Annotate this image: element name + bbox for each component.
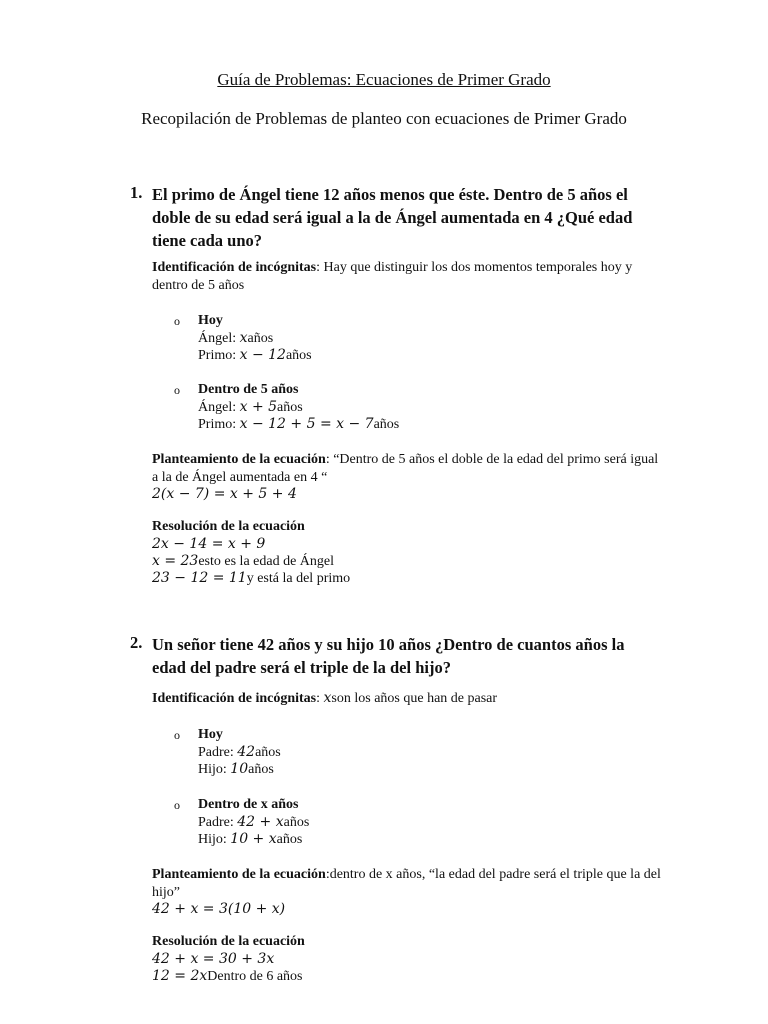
bullet-line: [198, 761, 568, 779]
line-label: Primo:: [198, 417, 240, 432]
planteamiento-text: :dentro de x años, “la edad del padre será el triple que la del hijo”: [152, 867, 661, 900]
line-suffix: años: [373, 417, 400, 432]
document-subtitle: Recopilación de Problemas de planteo con ecuaciones de Primer Grado: [141, 109, 627, 128]
bullet-line: [198, 416, 568, 434]
planteamiento-section: [152, 866, 667, 918]
resolucion-line: [152, 570, 667, 587]
identificacion-label: Identificación de incógnitas: [152, 691, 317, 706]
document-title: Guía de Problemas: Ecuaciones de Primer Grado: [217, 70, 551, 89]
bullet-title: Hoy: [198, 313, 223, 328]
bullet-circle-icon: o: [174, 314, 180, 328]
resolucion-text: y está la del primo: [246, 570, 351, 586]
line-suffix: años: [247, 330, 274, 346]
math-expression: 42 + x = 30 + 3x: [152, 950, 275, 967]
identificacion-section: [152, 690, 667, 708]
math-expression: x + 5: [239, 398, 278, 415]
bullet-circle-icon: o: [174, 798, 180, 812]
bullet-title: Dentro de x años: [198, 797, 299, 812]
math-expression: x = 23: [152, 552, 199, 569]
line-label: Padre:: [198, 744, 238, 760]
resolucion-label: Resolución de la ecuación: [152, 934, 305, 949]
bullet-title: Hoy: [198, 727, 223, 742]
problem-statement: Un señor tiene 42 años y su hijo 10 años ¿Dentro de cuantos años la edad del padre será el triple de la del hijo?: [152, 635, 625, 677]
bullet-line: [198, 330, 568, 348]
math-expression: 10 + x: [230, 831, 277, 847]
math-expression: x: [239, 329, 248, 346]
resolucion-line: [152, 553, 667, 570]
planteamiento-label: Planteamiento de la ecuación: [152, 867, 326, 882]
bullet-line: [198, 814, 568, 832]
line-label: Ángel:: [198, 330, 240, 346]
line-label: Hijo:: [198, 832, 231, 847]
math-expression: 42: [237, 743, 256, 760]
line-label: Hijo:: [198, 762, 231, 777]
line-suffix: años: [248, 762, 274, 777]
math-expression: 12 = 2x: [152, 967, 208, 984]
math-expression: 10: [230, 761, 249, 777]
line-label: Padre:: [198, 814, 238, 830]
planteamiento-text: : “Dentro de 5 años el doble de la edad del primo será igual a la de Ángel aumentada en 4 “: [152, 452, 659, 485]
resolucion-line: [152, 536, 667, 553]
problem-number: 2.: [130, 633, 143, 652]
planteamiento-equation: 42 + x = 3(10 + x): [152, 901, 286, 917]
identificacion-text: : Hay que distinguir los dos momentos temporales hoy y dentro de 5 años: [152, 260, 633, 293]
line-suffix: años: [276, 832, 303, 847]
bullet-circle-icon: o: [174, 728, 180, 742]
planteamiento-label: Planteamiento de la ecuación: [152, 452, 326, 467]
math-expression: 42 + x: [237, 813, 284, 830]
math-expression: 2x − 14 = x + 9: [152, 535, 266, 552]
problem-number: 1.: [130, 183, 143, 202]
math-expression: x: [323, 690, 332, 706]
identificacion-label: Identificación de incógnitas: [152, 260, 317, 275]
resolucion-text: Dentro de 6 años: [207, 968, 303, 984]
math-expression: x − 12 + 5 = x − 7: [239, 416, 374, 432]
bullet-line: [198, 399, 568, 417]
resolucion-line: [152, 968, 667, 985]
line-label: Primo:: [198, 348, 240, 363]
separator: :: [316, 691, 324, 706]
planteamiento-equation: 2(x − 7) = x + 5 + 4: [152, 486, 297, 502]
problem-statement: El primo de Ángel tiene 12 años menos que éste. Dentro de 5 años el doble de su edad será igual a la de Ángel aumentada en 4 ¿Qué edad tiene cada uno?: [152, 185, 633, 250]
line-suffix: años: [285, 348, 312, 363]
line-suffix: años: [277, 399, 303, 415]
line-suffix: años: [283, 814, 310, 830]
bullet-line: [198, 831, 568, 849]
bullet-line: [198, 744, 568, 762]
resolucion-text: esto es la edad de Ángel: [198, 553, 335, 569]
resolucion-label: Resolución de la ecuación: [152, 519, 305, 534]
resolucion-line: [152, 951, 667, 968]
line-suffix: años: [255, 744, 281, 760]
resolucion-section: [152, 933, 667, 985]
math-expression: 23 − 12 = 11: [152, 569, 247, 586]
line-label: Ángel:: [198, 399, 240, 415]
bullet-title: Dentro de 5 años: [198, 382, 299, 397]
math-expression: x − 12: [239, 347, 286, 363]
bullet-circle-icon: o: [174, 383, 180, 397]
planteamiento-section: [152, 451, 667, 503]
identificacion-section: [152, 259, 667, 294]
identificacion-text: son los años que han de pasar: [331, 691, 498, 706]
bullet-line: [198, 347, 568, 365]
resolucion-section: [152, 518, 667, 587]
